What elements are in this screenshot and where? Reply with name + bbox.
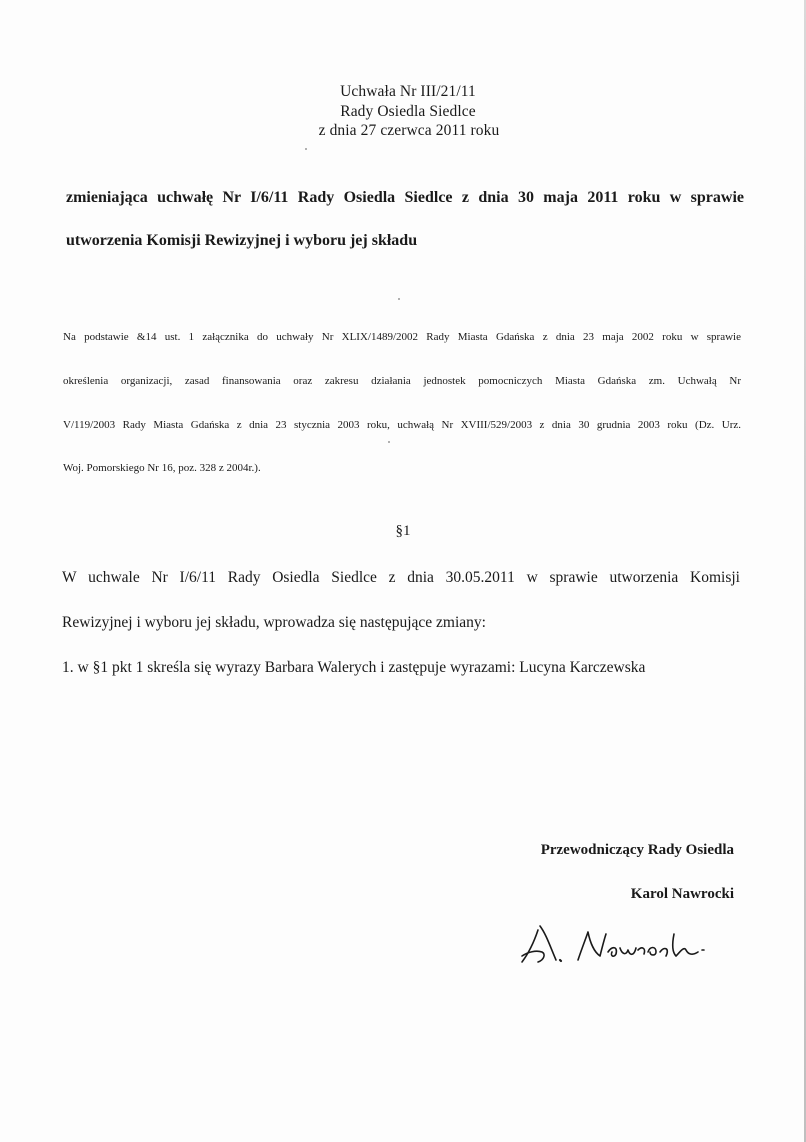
section-mark (0, 523, 806, 540)
section-mark-text: §1 (395, 523, 411, 539)
subject-line-1: zmieniająca uchwałę Nr I/6/11 Rady Osiedla Siedlce z dnia 30 maja 2011 roku w sprawie (66, 189, 744, 206)
scan-speck (305, 148, 307, 150)
resolution-header (0, 82, 806, 141)
scan-speck (388, 441, 390, 443)
legal-basis-line-4: Woj. Pomorskiego Nr 16, poz. 328 z 2004r.). (63, 462, 261, 474)
handwritten-signature (516, 912, 716, 982)
signatory-name: Karol Nawrocki (630, 886, 734, 902)
signatory-title: Przewodniczący Rady Osiedla (540, 842, 734, 858)
legal-basis-line-2: określenia organizacji, zasad finansowania oraz zakresu działania jednostek pomocniczych Miasta Gdańska zm. Uchwałą Nr (63, 375, 741, 387)
amendment-item-1: 1. w §1 pkt 1 skreśla się wyrazy Barbara Walerych i zastępuje wyrazami: Lucyna Karczewska (62, 659, 646, 676)
body-line-2: Rewizyjnej i wyboru jej składu, wprowadza się następujące zmiany: (62, 614, 486, 631)
subject-line-2: utworzenia Komisji Rewizyjnej i wyboru jej składu (66, 232, 418, 249)
resolution-number: Uchwała Nr III/21/11 (340, 83, 476, 100)
scan-speck (398, 298, 400, 300)
body-line-1: W uchwale Nr I/6/11 Rady Osiedla Siedlce z dnia 30.05.2011 w sprawie utworzenia Komisji (62, 569, 740, 586)
resolution-date: z dnia 27 czerwca 2011 roku (318, 122, 500, 139)
legal-basis-line-1: Na podstawie &14 ust. 1 załącznika do uchwały Nr XLIX/1489/2002 Rady Miasta Gdańska z dnia 23 maja 2002 roku w sprawie (63, 331, 741, 343)
legal-basis-line-3: V/119/2003 Rady Miasta Gdańska z dnia 23 stycznia 2003 roku, uchwałą Nr XVIII/529/2003 z dnia 30 grudnia 2003 roku (Dz. Urz. (63, 419, 741, 431)
council-name: Rady Osiedla Siedlce (340, 102, 476, 120)
